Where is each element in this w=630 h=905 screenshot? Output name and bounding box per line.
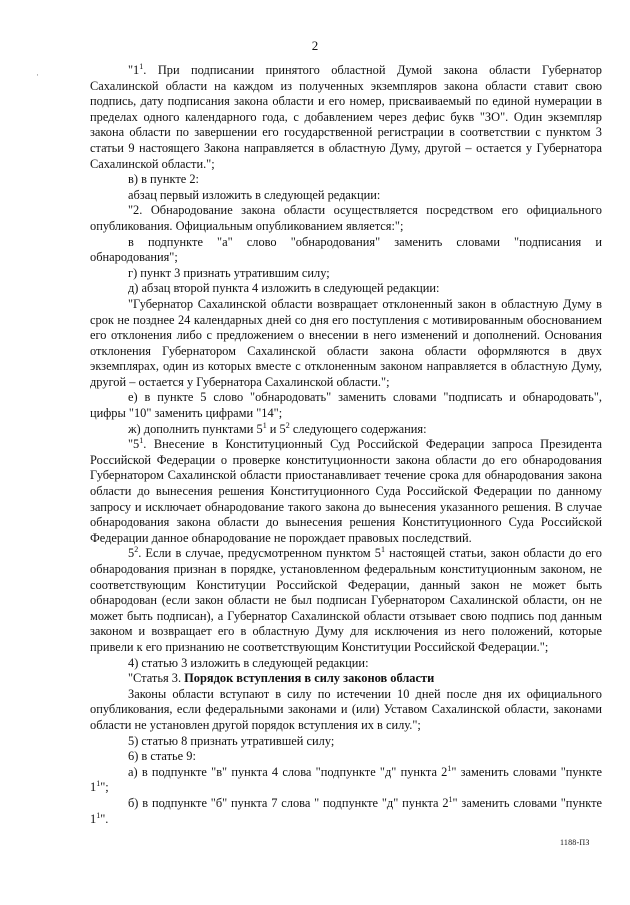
- paragraph: [90, 281, 602, 297]
- paragraph-text: е) в пункте 5 слово "обнародовать" заменить словами "подписать и обнародовать", цифры "10" заменить цифрами "14";: [90, 390, 602, 421]
- paragraph: [90, 796, 602, 827]
- paragraph-text: "$5^1$. Внесение в Конституционный Суд Российской Федерации запроса Президента Российской Федерации о проверке конституционности закона области до его обнародования Губернатором Сахалинской области приостанавливает течение срока для обнародования закона области до вынесения решения Конституционного Суда Российской Федерации по данному запросу и исключает обнародование такого закона до вынесения указанного решения. В случае обнародования закона области до вынесения решения Конституционного Суда Российской Федерации данное обнародование не порождает правовых последствий.: [90, 436, 602, 545]
- paragraph: [90, 671, 602, 687]
- paragraph: [90, 266, 602, 282]
- paragraph: [90, 656, 602, 672]
- paragraph: [90, 235, 602, 266]
- paragraph-text: а) в подпункте "в" пункта 4 слова "подпункте "д" пункта $2^1$" заменить словами "пункте $1^1$";: [90, 763, 602, 795]
- paragraph-text: "Губернатор Сахалинской области возвращает отклоненный закон в областную Думу в срок не позднее 24 календарных дней со дня его поступления с мотивированным обоснованием его отклонения либо с предложением о внесении в него изменений и дополнений. Основания отклонения Губернатором Сахалинской области закона области оформляются в двух экземплярах, один из которых вместе с отклоненным законом направляется в областную Думу, другой – остается у Губернатора Сахалинской области.";: [90, 296, 602, 389]
- paragraph-text: абзац первый изложить в следующей редакции:: [128, 187, 381, 202]
- paragraph-text: $5^2$. Если в случае, предусмотренном пунктом $5^1$ настоящей статьи, закон области до его обнародования признан в порядке, установленном федеральным конституционным законом, не соответствующим Конституции Российской Федерации, данный закон не может быть обнародован (если закон области не был подписан Губернатором Сахалинской области, он не может быть подписан), а Губернатор Сахалинской области отзывает свою подпись под данным законом и возвращает его в областную Думу для исключения из него положений, которые привели к его признанию не соответствующим Конституции Российской Федерации.";: [90, 545, 602, 654]
- paragraph: [90, 437, 602, 546]
- paragraph-text: б) в подпункте "б" пункта 7 слова " подпункте "д" пункта $2^1$" заменить словами "пункте $1^1$".: [90, 794, 602, 826]
- paragraph: [90, 734, 602, 750]
- paragraph-text: в) в пункте 2:: [128, 172, 199, 187]
- paragraph-text: ж) дополнить пунктами $5^1$ и $5^2$ следующего содержания:: [128, 420, 427, 436]
- paragraph: [90, 390, 602, 421]
- paragraph: [90, 188, 602, 204]
- paragraph-text: "$1^1$. При подписании принятого областной Думой закона области Губернатор Сахалинской области на каждом из полученных экземпляров закона области ставит свою подпись, дату подписания закона области и его номер, присваиваемый по единой нумерации в пределах одного календарного года, с добавлением через дефис букв "ЗО". Один экземпляр закона области по завершении его государственной регистрации в соответствии с пунктом 3 статьи 9 настоящего Закона направляется в областную Думу, другой – остается у Губернатора Сахалинской области.";: [90, 61, 602, 171]
- paragraph-text: в подпункте "а" слово "обнародования" заменить словами "подписания и обнародования";: [90, 234, 602, 265]
- paragraph-text: г) пункт 3 признать утратившим силу;: [128, 265, 330, 280]
- document-body: [90, 63, 602, 827]
- paragraph-text: 5) статью 8 признать утратившей силу;: [128, 733, 335, 748]
- paragraph: [90, 765, 602, 796]
- paragraph-text: "2. Обнародование закона области осуществляется посредством его официального опубликования. Официальным опубликованием является:";: [90, 203, 602, 233]
- scan-speck: ·: [36, 70, 39, 80]
- paragraph: [90, 546, 602, 655]
- paragraph-text: д) абзац второй пункта 4 изложить в следующей редакции:: [128, 281, 440, 296]
- paragraph-text: Законы области вступают в силу по истечении 10 дней после дня их официального опубликования, если федеральными законами и (или) Уставом Сахалинской области, законами области не установлен другой порядок вступления их в силу.";: [90, 686, 602, 732]
- paragraph: [90, 749, 602, 765]
- paragraph: [90, 63, 602, 172]
- paragraph: [90, 172, 602, 188]
- article-heading: Порядок вступления в силу законов области: [184, 671, 435, 686]
- paragraph-text: "Статья 3.: [128, 671, 185, 686]
- paragraph: [90, 422, 602, 438]
- paragraph-text: 6) в статье 9:: [128, 749, 196, 764]
- paragraph: [90, 687, 602, 734]
- page-number: 2: [311, 38, 319, 53]
- paragraph: [90, 203, 602, 234]
- document-code: 1188-ПЗ: [560, 838, 590, 847]
- paragraph: [90, 297, 602, 391]
- paragraph-text: 4) статью 3 изложить в следующей редакции:: [128, 655, 369, 670]
